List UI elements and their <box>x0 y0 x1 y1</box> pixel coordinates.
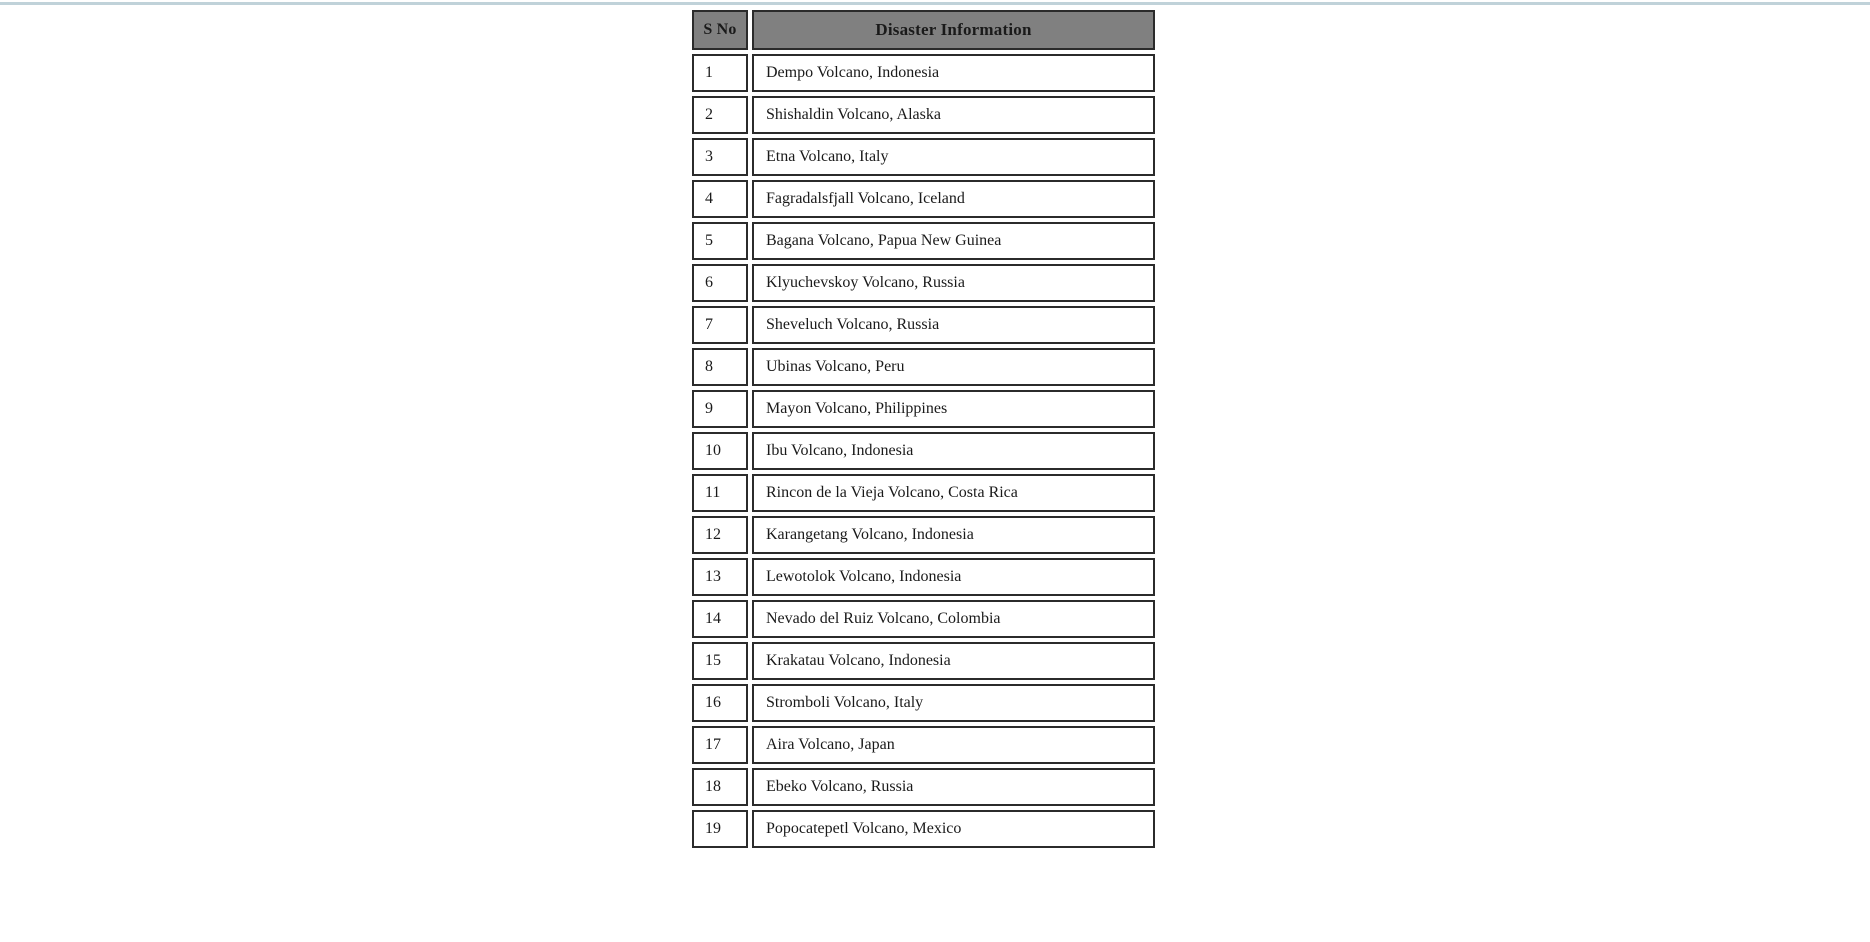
page-top-rule <box>0 2 1870 5</box>
cell-disaster-information: Dempo Volcano, Indonesia <box>752 54 1155 92</box>
cell-sno: 7 <box>692 306 748 344</box>
table-row <box>692 726 1155 764</box>
cell-disaster-information: Stromboli Volcano, Italy <box>752 684 1155 722</box>
column-header-sno: S No <box>692 10 748 50</box>
table-row <box>692 264 1155 302</box>
cell-sno: 8 <box>692 348 748 386</box>
cell-disaster-information: Sheveluch Volcano, Russia <box>752 306 1155 344</box>
cell-disaster-information: Klyuchevskoy Volcano, Russia <box>752 264 1155 302</box>
table-row <box>692 180 1155 218</box>
table-row <box>692 138 1155 176</box>
table-row <box>692 390 1155 428</box>
table-row <box>692 432 1155 470</box>
table-row <box>692 684 1155 722</box>
cell-sno: 11 <box>692 474 748 512</box>
cell-disaster-information: Krakatau Volcano, Indonesia <box>752 642 1155 680</box>
cell-sno: 17 <box>692 726 748 764</box>
cell-disaster-information: Aira Volcano, Japan <box>752 726 1155 764</box>
table-header-row <box>692 10 1155 50</box>
cell-disaster-information: Bagana Volcano, Papua New Guinea <box>752 222 1155 260</box>
cell-sno: 5 <box>692 222 748 260</box>
cell-disaster-information: Fagradalsfjall Volcano, Iceland <box>752 180 1155 218</box>
cell-disaster-information: Karangetang Volcano, Indonesia <box>752 516 1155 554</box>
cell-disaster-information: Lewotolok Volcano, Indonesia <box>752 558 1155 596</box>
table-row <box>692 810 1155 848</box>
cell-sno: 3 <box>692 138 748 176</box>
table-row <box>692 642 1155 680</box>
table-row <box>692 54 1155 92</box>
table-row <box>692 768 1155 806</box>
cell-sno: 18 <box>692 768 748 806</box>
cell-sno: 1 <box>692 54 748 92</box>
cell-disaster-information: Etna Volcano, Italy <box>752 138 1155 176</box>
cell-sno: 10 <box>692 432 748 470</box>
table-row <box>692 516 1155 554</box>
cell-sno: 15 <box>692 642 748 680</box>
cell-disaster-information: Popocatepetl Volcano, Mexico <box>752 810 1155 848</box>
cell-disaster-information: Shishaldin Volcano, Alaska <box>752 96 1155 134</box>
table-row <box>692 600 1155 638</box>
cell-sno: 19 <box>692 810 748 848</box>
cell-disaster-information: Ubinas Volcano, Peru <box>752 348 1155 386</box>
table-body <box>692 54 1155 848</box>
cell-disaster-information: Ebeko Volcano, Russia <box>752 768 1155 806</box>
table-row <box>692 474 1155 512</box>
cell-sno: 14 <box>692 600 748 638</box>
cell-disaster-information: Mayon Volcano, Philippines <box>752 390 1155 428</box>
table-row <box>692 222 1155 260</box>
cell-sno: 12 <box>692 516 748 554</box>
cell-disaster-information: Ibu Volcano, Indonesia <box>752 432 1155 470</box>
table-row <box>692 348 1155 386</box>
cell-sno: 13 <box>692 558 748 596</box>
cell-sno: 16 <box>692 684 748 722</box>
disaster-table-container <box>688 6 1158 852</box>
cell-sno: 2 <box>692 96 748 134</box>
cell-disaster-information: Nevado del Ruiz Volcano, Colombia <box>752 600 1155 638</box>
cell-disaster-information: Rincon de la Vieja Volcano, Costa Rica <box>752 474 1155 512</box>
disaster-information-table <box>688 6 1159 852</box>
cell-sno: 4 <box>692 180 748 218</box>
table-row <box>692 558 1155 596</box>
column-header-disaster-information: Disaster Information <box>752 10 1155 50</box>
table-row <box>692 96 1155 134</box>
cell-sno: 6 <box>692 264 748 302</box>
table-row <box>692 306 1155 344</box>
cell-sno: 9 <box>692 390 748 428</box>
table-header <box>692 10 1155 50</box>
